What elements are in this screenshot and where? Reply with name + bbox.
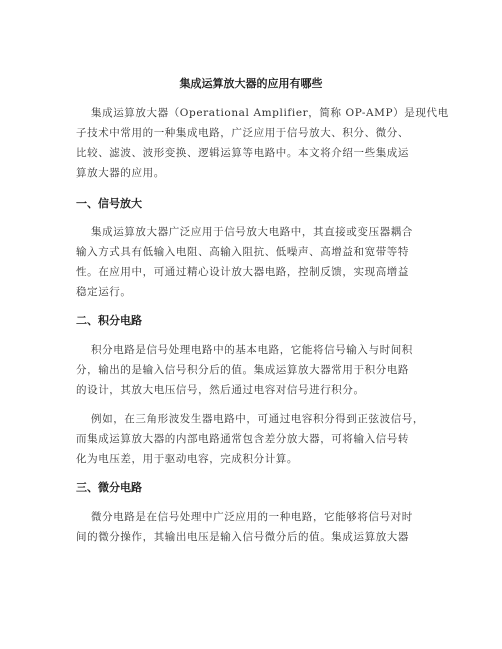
paragraph-line: 算放大器的应用。 <box>76 167 165 179</box>
paragraph-line: 化为电压差，用于驱动电容，完成积分计算。 <box>76 453 298 465</box>
paragraph-line: 集成运算放大器（Operational Amplifier，简称 OP-AMP）是现代电 <box>91 107 449 119</box>
paragraph-line: 而集成运算放大器的内部电路通常包含差分放大器，可将输入信号转 <box>76 433 409 445</box>
paragraph-line: 的设计，其放大电压信号，然后通过电容对信号进行积分。 <box>76 384 365 396</box>
paragraph-line: 稳定运行。 <box>76 286 132 298</box>
paragraph-line: 间的微分操作，其输出电压是输入信号微分后的值。集成运算放大器 <box>76 531 409 543</box>
paragraph-line: 微分电路是在信号处理中广泛应用的一种电路，它能够将信号对时 <box>91 511 413 523</box>
paragraph-line: 子技术中常用的一种集成电路，广泛应用于信号放大、积分、微分、 <box>76 127 409 139</box>
paragraph-line: 比较、滤波、波形变换、逻辑运算等电路中。本文将介绍一些集成运 <box>76 147 409 159</box>
section-heading: 二、积分电路 <box>76 314 142 327</box>
paragraph-line: 分，输出的是输入信号积分后的值。集成运算放大器常用于积分电路 <box>76 364 409 376</box>
paragraph-line: 积分电路是信号处理电路中的基本电路，它能将信号输入与时间积 <box>91 344 413 356</box>
paragraph-line: 输入方式具有低输入电阻、高输入阻抗、低噪声、高增益和宽带等特 <box>76 246 409 258</box>
paragraph-line: 例如，在三角形波发生器电路中，可通过电容积分得到正弦波信号， <box>91 413 424 425</box>
section-heading: 一、信号放大 <box>76 197 142 210</box>
paragraph-line: 集成运算放大器广泛应用于信号放大电路中，其直接或变压器耦合 <box>91 226 413 238</box>
paragraph-line: 性。在应用中，可通过精心设计放大器电路，控制反馈，实现高增益 <box>76 266 409 278</box>
document-title: 集成运算放大器的应用有哪些 <box>179 77 323 90</box>
section-heading: 三、微分电路 <box>76 481 142 494</box>
